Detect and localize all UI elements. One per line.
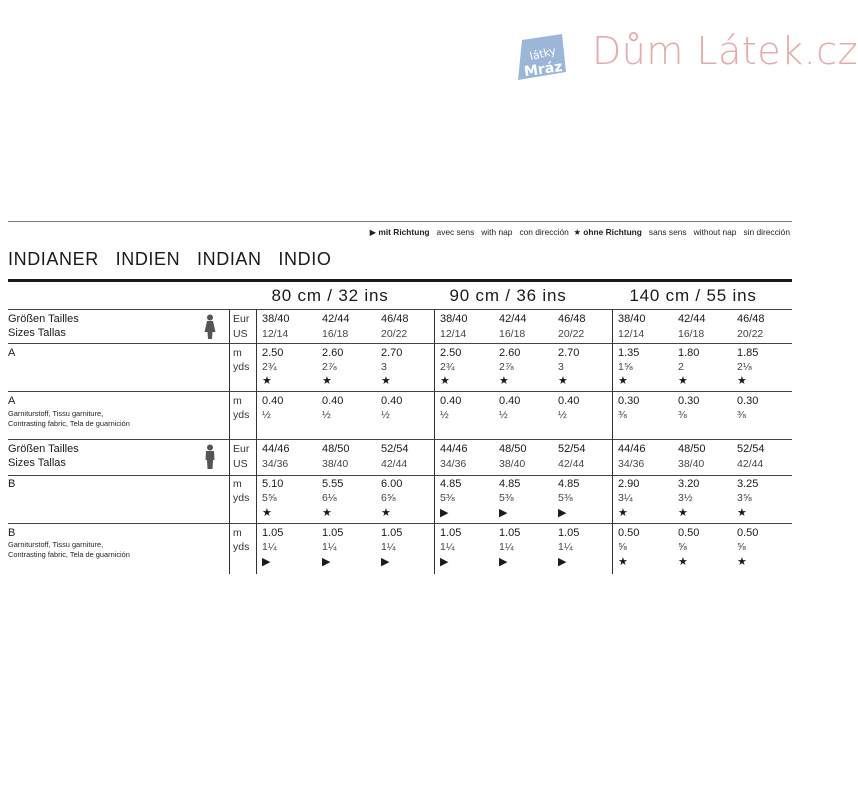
table-cell: ★ xyxy=(737,375,747,387)
table-cell: 34/36 xyxy=(618,458,645,470)
table-cell: 3 xyxy=(381,361,387,373)
table-cell: 0.50 xyxy=(737,527,759,539)
table-cell: 1¼ xyxy=(381,541,396,553)
table-cell: 48/50 xyxy=(322,443,350,455)
table-cell: 52/54 xyxy=(737,443,765,455)
column-rule xyxy=(229,310,230,574)
unit-us: US xyxy=(233,328,248,340)
with-nap-fr: avec sens xyxy=(436,227,475,237)
view-a-label: A xyxy=(8,347,16,359)
table-cell: ▶ xyxy=(558,556,567,568)
page-title: INDIANER INDIEN INDIAN INDIO xyxy=(8,249,332,269)
table-cell: 20/22 xyxy=(737,328,764,340)
without-nap-es: sin dirección xyxy=(743,227,790,237)
table-cell: 6.00 xyxy=(381,478,403,490)
table-cell: 6⅝ xyxy=(381,492,396,504)
table-cell: 1.05 xyxy=(381,527,403,539)
table-cell: 2.70 xyxy=(558,347,580,359)
table-cell: 34/36 xyxy=(262,458,289,470)
table-cell: 1.05 xyxy=(499,527,521,539)
table-cell: 3¼ xyxy=(618,492,633,504)
table-cell: 3.25 xyxy=(737,478,759,490)
table-cell: 0.40 xyxy=(499,395,521,407)
table-cell: 1.80 xyxy=(678,347,700,359)
table-cell: 0.40 xyxy=(322,395,344,407)
without-nap-en: without nap xyxy=(693,227,737,237)
table-cell: 4.85 xyxy=(499,478,521,490)
table-cell: 2⅞ xyxy=(322,361,337,373)
table-cell: ▶ xyxy=(558,507,567,519)
table-cell: 38/40 xyxy=(618,313,646,325)
table-cell: ★ xyxy=(499,375,509,387)
table-cell: 38/40 xyxy=(499,458,526,470)
table-cell: 3⅝ xyxy=(737,492,752,504)
fabric-width-90: 90 cm / 36 ins xyxy=(449,286,567,305)
table-cell: 16/18 xyxy=(499,328,526,340)
table-cell: 12/14 xyxy=(440,328,467,340)
table-cell: ★ xyxy=(381,507,391,519)
column-rule xyxy=(256,310,257,574)
woman-figure-icon xyxy=(203,314,217,340)
table-cell: ★ xyxy=(440,375,450,387)
table-cell: 12/14 xyxy=(262,328,289,340)
table-cell: 12/14 xyxy=(618,328,645,340)
table-cell: ½ xyxy=(558,409,567,421)
table-cell: ★ xyxy=(262,375,272,387)
table-cell: 4.85 xyxy=(558,478,580,490)
table-cell: 6⅛ xyxy=(322,492,337,504)
table-cell: ▶ xyxy=(440,556,449,568)
table-cell: 42/44 xyxy=(678,313,706,325)
table-cell: 2.90 xyxy=(618,478,640,490)
table-cell: ½ xyxy=(499,409,508,421)
table-cell: ★ xyxy=(618,556,628,568)
unit-m: m xyxy=(233,347,242,359)
with-nap-symbol: ▶ xyxy=(369,227,377,237)
latky-mraz-logo xyxy=(500,28,570,88)
table-cell: 5⅜ xyxy=(558,492,573,504)
table-cell: ★ xyxy=(678,556,688,568)
table-cell: 34/36 xyxy=(440,458,467,470)
view-b-contrast-label: B xyxy=(8,527,16,539)
table-cell: 1¼ xyxy=(499,541,514,553)
table-cell: 1.05 xyxy=(262,527,284,539)
table-cell: ★ xyxy=(678,507,688,519)
table-cell: ½ xyxy=(262,409,271,421)
unit-m: m xyxy=(233,395,242,407)
table-cell: 2.50 xyxy=(262,347,284,359)
table-cell: 3 xyxy=(558,361,564,373)
row-rule xyxy=(8,343,792,344)
table-cell: ▶ xyxy=(499,507,508,519)
with-nap-es: con dirección xyxy=(519,227,569,237)
fabric-width-140: 140 cm / 55 ins xyxy=(629,286,757,305)
table-cell: ▶ xyxy=(262,556,271,568)
view-a-contrast-label: A xyxy=(8,395,16,407)
table-cell: 0.50 xyxy=(678,527,700,539)
header-rule xyxy=(8,309,792,310)
table-cell: ▶ xyxy=(499,556,508,568)
table-cell: 2¾ xyxy=(440,361,455,373)
table-cell: ⅜ xyxy=(618,409,627,421)
table-cell: 1¼ xyxy=(262,541,277,553)
with-nap-en: with nap xyxy=(481,227,513,237)
table-cell: 4.85 xyxy=(440,478,462,490)
table-cell: 0.40 xyxy=(440,395,462,407)
unit-m: m xyxy=(233,527,242,539)
contrast-fabric-note: Garniturstoff, Tissu garniture, xyxy=(8,540,104,549)
table-cell: 2.70 xyxy=(381,347,403,359)
table-cell: ★ xyxy=(322,507,332,519)
table-cell: ★ xyxy=(381,375,391,387)
table-cell: ★ xyxy=(558,375,568,387)
table-cell: 38/40 xyxy=(440,313,468,325)
row-rule xyxy=(8,439,792,440)
table-cell: 52/54 xyxy=(381,443,409,455)
table-cell: 1.35 xyxy=(618,347,640,359)
unit-yds: yds xyxy=(233,361,250,373)
table-cell: 42/44 xyxy=(499,313,527,325)
table-cell: ★ xyxy=(618,375,628,387)
top-thin-rule xyxy=(8,221,792,222)
table-cell: 2.60 xyxy=(322,347,344,359)
table-cell: 0.50 xyxy=(618,527,640,539)
table-cell: ▶ xyxy=(440,507,449,519)
unit-us: US xyxy=(233,458,248,470)
table-cell: ⅝ xyxy=(678,541,687,553)
unit-m: m xyxy=(233,478,242,490)
unit-yds: yds xyxy=(233,492,250,504)
table-cell: ⅜ xyxy=(737,409,746,421)
table-cell: 20/22 xyxy=(381,328,408,340)
unit-yds: yds xyxy=(233,541,250,553)
table-cell: 0.30 xyxy=(737,395,759,407)
table-cell: 1¼ xyxy=(440,541,455,553)
site-logo-text: Dům Látek.cz xyxy=(592,29,858,73)
table-cell: ⅝ xyxy=(618,541,627,553)
table-cell: 46/48 xyxy=(737,313,765,325)
unit-eur: Eur xyxy=(233,313,250,325)
table-cell: 2.60 xyxy=(499,347,521,359)
table-cell: ⅝ xyxy=(737,541,746,553)
table-cell: 42/44 xyxy=(737,458,764,470)
table-cell: 0.40 xyxy=(262,395,284,407)
table-cell: 52/54 xyxy=(558,443,586,455)
table-cell: 2⅛ xyxy=(737,361,752,373)
without-nap-de: ohne Richtung xyxy=(583,227,642,237)
row-rule xyxy=(8,391,792,392)
table-cell: 5⅜ xyxy=(440,492,455,504)
table-cell: ▶ xyxy=(322,556,331,568)
title-thick-rule xyxy=(8,279,792,282)
table-cell: ★ xyxy=(737,507,747,519)
sizes-label: Sizes Tallas xyxy=(8,457,66,469)
table-cell: 0.30 xyxy=(678,395,700,407)
unit-eur: Eur xyxy=(233,443,250,455)
table-cell: ★ xyxy=(322,375,332,387)
contrast-fabric-note: Garniturstoff, Tissu garniture, xyxy=(8,409,104,418)
table-cell: 38/40 xyxy=(322,458,349,470)
sizes-label: Größen Tailles xyxy=(8,313,79,325)
table-cell: ½ xyxy=(440,409,449,421)
table-cell: 38/40 xyxy=(678,458,705,470)
table-cell: 1.05 xyxy=(558,527,580,539)
table-cell: ▶ xyxy=(381,556,390,568)
table-cell: ⅜ xyxy=(678,409,687,421)
table-cell: 44/46 xyxy=(618,443,646,455)
unit-yds: yds xyxy=(233,409,250,421)
table-cell: 3½ xyxy=(678,492,693,504)
without-nap-fr: sans sens xyxy=(648,227,687,237)
table-cell: 1⅝ xyxy=(618,361,633,373)
table-cell: 0.30 xyxy=(618,395,640,407)
table-cell: ★ xyxy=(618,507,628,519)
table-cell: 5.10 xyxy=(262,478,284,490)
sizes-label: Sizes Tallas xyxy=(8,327,66,339)
logo-badge-bottom-text: Mráz xyxy=(523,58,564,81)
table-cell: 0.40 xyxy=(558,395,580,407)
table-cell: 42/44 xyxy=(381,458,408,470)
table-cell: 1.85 xyxy=(737,347,759,359)
table-cell: ½ xyxy=(381,409,390,421)
table-cell: 2¾ xyxy=(262,361,277,373)
with-nap-de: mit Richtung xyxy=(378,227,430,237)
table-cell: ★ xyxy=(262,507,272,519)
table-cell: 16/18 xyxy=(322,328,349,340)
table-cell: 2.50 xyxy=(440,347,462,359)
table-cell: 38/40 xyxy=(262,313,290,325)
table-cell: ★ xyxy=(678,375,688,387)
fabric-width-80: 80 cm / 32 ins xyxy=(271,286,389,305)
table-cell: 44/46 xyxy=(440,443,468,455)
row-rule xyxy=(8,475,792,476)
column-rule xyxy=(612,310,613,574)
table-cell: 42/44 xyxy=(558,458,585,470)
table-cell: 5⅜ xyxy=(499,492,514,504)
contrast-fabric-note: Contrasting fabric, Tela de guarnición xyxy=(8,419,130,428)
table-cell: 48/50 xyxy=(678,443,706,455)
table-cell: 0.40 xyxy=(381,395,403,407)
table-cell: 2⅞ xyxy=(499,361,514,373)
table-cell: 3.20 xyxy=(678,478,700,490)
logo-badge-top-text: látky xyxy=(528,44,558,64)
without-nap-symbol: ★ xyxy=(573,227,581,237)
table-cell: 44/46 xyxy=(262,443,290,455)
table-cell: 46/48 xyxy=(381,313,409,325)
nap-legend xyxy=(370,227,790,237)
table-cell: 48/50 xyxy=(499,443,527,455)
table-cell: 20/22 xyxy=(558,328,585,340)
view-b-label: B xyxy=(8,478,16,490)
table-cell: 1¼ xyxy=(322,541,337,553)
table-cell: 1.05 xyxy=(322,527,344,539)
table-cell: 5.55 xyxy=(322,478,344,490)
table-cell: 1¼ xyxy=(558,541,573,553)
table-cell: 46/48 xyxy=(558,313,586,325)
table-cell: ½ xyxy=(322,409,331,421)
table-cell: 16/18 xyxy=(678,328,705,340)
table-cell: 5⅝ xyxy=(262,492,277,504)
table-cell: 2 xyxy=(678,361,684,373)
column-rule xyxy=(434,310,435,574)
contrast-fabric-note: Contrasting fabric, Tela de guarnición xyxy=(8,550,130,559)
row-rule xyxy=(8,523,792,524)
man-figure-icon xyxy=(204,444,216,470)
table-cell: 42/44 xyxy=(322,313,350,325)
table-cell: 1.05 xyxy=(440,527,462,539)
table-cell: ★ xyxy=(737,556,747,568)
sizes-label: Größen Tailles xyxy=(8,443,79,455)
